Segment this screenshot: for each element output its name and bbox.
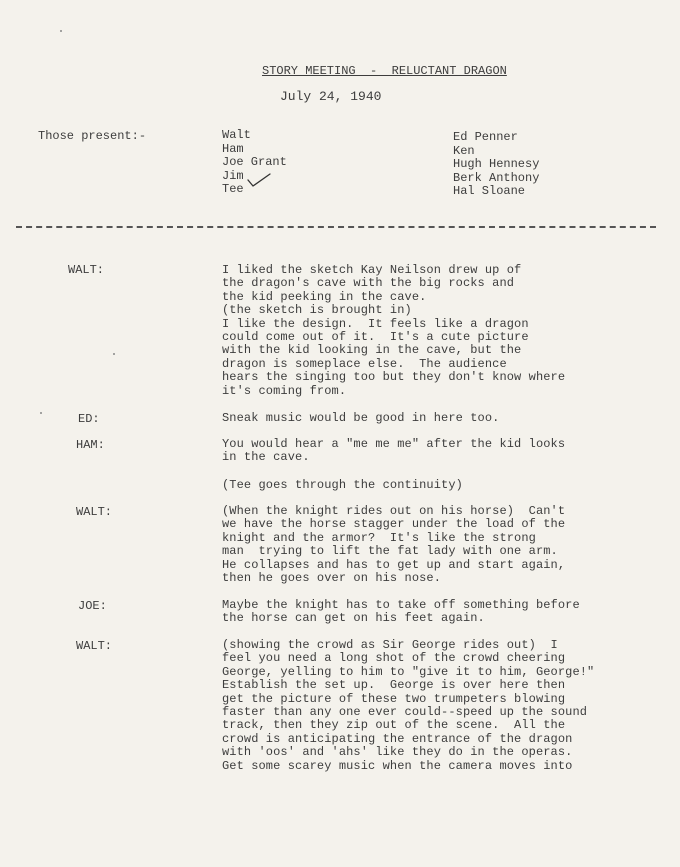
dialogue-block: (When the knight rides out on his horse) Can't we have the horse stagger under the load of the knight and the armor? It's like the strong man trying to lift the fat lady with one arm. He collapses and has to get up and start again, then he goes over on his nose. [222,504,566,586]
dialogue-block: Sneak music would be good in here too. [222,411,500,425]
attendee: Ham [222,141,244,156]
attendee: Jim [222,168,244,183]
dialogue-block: You would hear a "me me me" after the kid looks in the cave. [222,437,566,465]
speaker-label: WALT: [76,639,113,653]
attendee: Ed Penner [453,130,518,144]
speaker-label: WALT: [68,263,105,277]
speaker-label: HAM: [76,438,105,452]
dialogue-block: I liked the sketch Kay Neilson drew up of the dragon's cave with the big rocks and the kid peeking in the cave. (the sketch is brought in) I like the design. It feels like a dragon could come out of it. It's a cute picture with the kid looking in the cave, but the dragon is someplace else. The audience hears the singing too but they don't know where it's coming from. [222,263,566,398]
stage-direction: (Tee goes through the continuity) [222,478,463,492]
attendee: Ken [453,143,475,158]
speaker-label: ED: [78,412,100,426]
checkmark-icon [246,172,272,188]
dialogue-block: (showing the crowd as Sir George rides out) I feel you need a long shot of the crowd cheering George, yelling to him to "give it to him, George!" Establish the set up. George is over here then get the picture of these two trumpeters blowing faster than any one ever could--speed up the sound track, then they zip out of the scene. All the crowd is anticipating the entrance of the dragon with 'oos' and 'ahs' like they do in the operas. Get some scarey music when the camera moves into [222,638,595,773]
paper-speck [113,353,115,355]
speaker-label: JOE: [78,599,107,613]
attendee: Hugh Hennesy [453,157,540,171]
attendee: Tee [222,182,244,196]
attendee: Walt [222,128,251,142]
attendee: Berk Anthony [453,170,540,185]
attendee: Hal Sloane [453,184,526,198]
document-title: STORY MEETING - RELUCTANT DRAGON [262,64,507,78]
meeting-date: July 24, 1940 [280,89,382,104]
attendees-right-column [453,131,539,199]
attendees-label: Those present:- [38,129,147,143]
paper-speck [40,412,42,414]
section-divider [16,226,656,228]
attendee: Joe Grant [222,155,287,169]
dialogue-block: Maybe the knight has to take off something before the horse can get on his feet again. [222,598,580,626]
speaker-label: WALT: [76,505,113,519]
paper-speck [60,30,62,32]
